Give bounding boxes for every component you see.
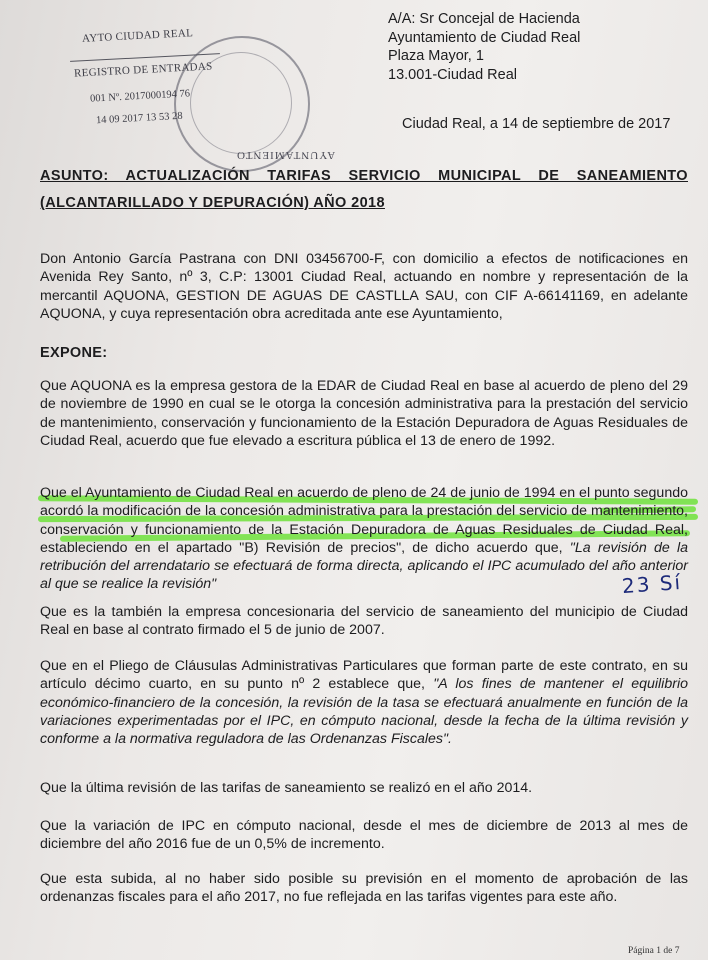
recipient-address <box>388 10 580 84</box>
subject-heading <box>40 163 688 217</box>
document-date: Ciudad Real, a 14 de septiembre de 2017 <box>402 116 671 132</box>
quoted-clause: "A los fines de mantener el equilibrio económico-financiero de la concesión, la revisión de la tasa se efectuará anualmente en función de la variaciones experimentadas por el IPC, en cómputo nacional, desde la fecha de la última revisión y conforme a la normativa reguladora de las Ordenanzas Fiscales". <box>40 676 688 748</box>
recipient-line: 13.001-Ciudad Real <box>388 66 517 83</box>
quoted-clause: "La revisión de la retribución del arrendatario se efectuará de forma directa, aplicando el IPC acumulado del año anterior al que se realice la revisión" <box>40 539 688 593</box>
stamp-org: AYTO CIUDAD REAL <box>81 27 194 45</box>
subject-line: (ALCANTARILLADO Y DEPURACIÓN) AÑO 2018 <box>40 195 385 211</box>
stamp-datetime: 14 09 2017 13 53 28 <box>95 110 183 127</box>
registry-stamp <box>62 14 336 164</box>
expone-heading: EXPONE: <box>40 345 108 361</box>
stamp-number: 001 Nº. 2017000194 76 <box>89 88 191 105</box>
paragraph-ipc: Que la variación de IPC en cómputo nacional, desde el mes de diciembre de 2013 al mes de diciembre del año 2016 fue de un 0,5% de incremento. <box>40 818 688 853</box>
paragraph-concesionaria: Que es la también la empresa concesionaria del servicio de saneamiento del municipio de Ciudad Real en base al contrato firmado el 5 de junio de 2007. <box>40 604 688 639</box>
recipient-line: Ayuntamiento de Ciudad Real <box>388 29 581 46</box>
paragraph-text: Que el Ayuntamiento de Ciudad Real en acuerdo de pleno de 24 de junio de 1994 en el punto segundo acordó la modificación de la concesión administrativa para la prestación del servicio de mantenimiento, conservación y funcionamiento de la Estación Depuradora de Aguas Residuales de Ciudad Real, estableciendo en el apartado "B) Revisión de precios", de dicho acuerdo que, <box>40 485 688 556</box>
paragraph-subida: Que esta subida, al no haber sido posible su previsión en el momento de aprobación de las ordenanzas fiscales para el año 2017, no fue reflejada en las tarifas vigentes para este año. <box>40 871 688 906</box>
seal-text: AYUNTAMIENTO <box>236 149 336 161</box>
intro-paragraph: Don Antonio García Pastrana con DNI 03456700-F, con domicilio a efectos de notificaciones en Avenida Rey Santo, nº 3, C.P: 13001 Ciudad Real, actuando en nombre y representación de la mercantil AQUONA, GESTION DE AGUAS DE CASTLLA SAU, con CIF A-66141169, en adelante AQUONA, y cuya representación obra acreditada ante ese Ayuntamiento, <box>40 251 688 322</box>
paragraph-pliego <box>40 657 688 748</box>
paragraph-modificacion <box>40 484 688 594</box>
paragraph-ultima-revision: Que la última revisión de las tarifas de saneamiento se realizó en el año 2014. <box>40 780 533 796</box>
subject-line: ASUNTO: ACTUALIZACIÓN TARIFAS SERVICIO MUNICIPAL DE SANEAMIENTO <box>40 168 688 184</box>
page-number: Página 1 de 7 <box>628 946 680 956</box>
handwritten-note: 23 Sí <box>621 569 683 599</box>
recipient-line: A/A: Sr Concejal de Hacienda <box>388 11 580 27</box>
paragraph-edar: Que AQUONA es la empresa gestora de la EDAR de Ciudad Real en base al acuerdo de pleno del 29 de noviembre de 1990 en cual se le otorga la concesión administrativa para la prestación del servicio de mantenimiento, conservación y funcionamiento de la Estación Depuradora de Aguas Residuales de Ciudad Real, acuerdo que fue elevado a escritura pública el 13 de enero de 1992. <box>40 378 688 449</box>
paragraph-text: Que en el Pliego de Cláusulas Administrativas Particulares que forman parte de este contrato, en su artículo décimo cuarto, en su punto nº 2 establece que, <box>40 658 688 693</box>
recipient-line: Plaza Mayor, 1 <box>388 48 484 64</box>
stamp-registry: REGISTRO DE ENTRADAS <box>73 60 213 80</box>
